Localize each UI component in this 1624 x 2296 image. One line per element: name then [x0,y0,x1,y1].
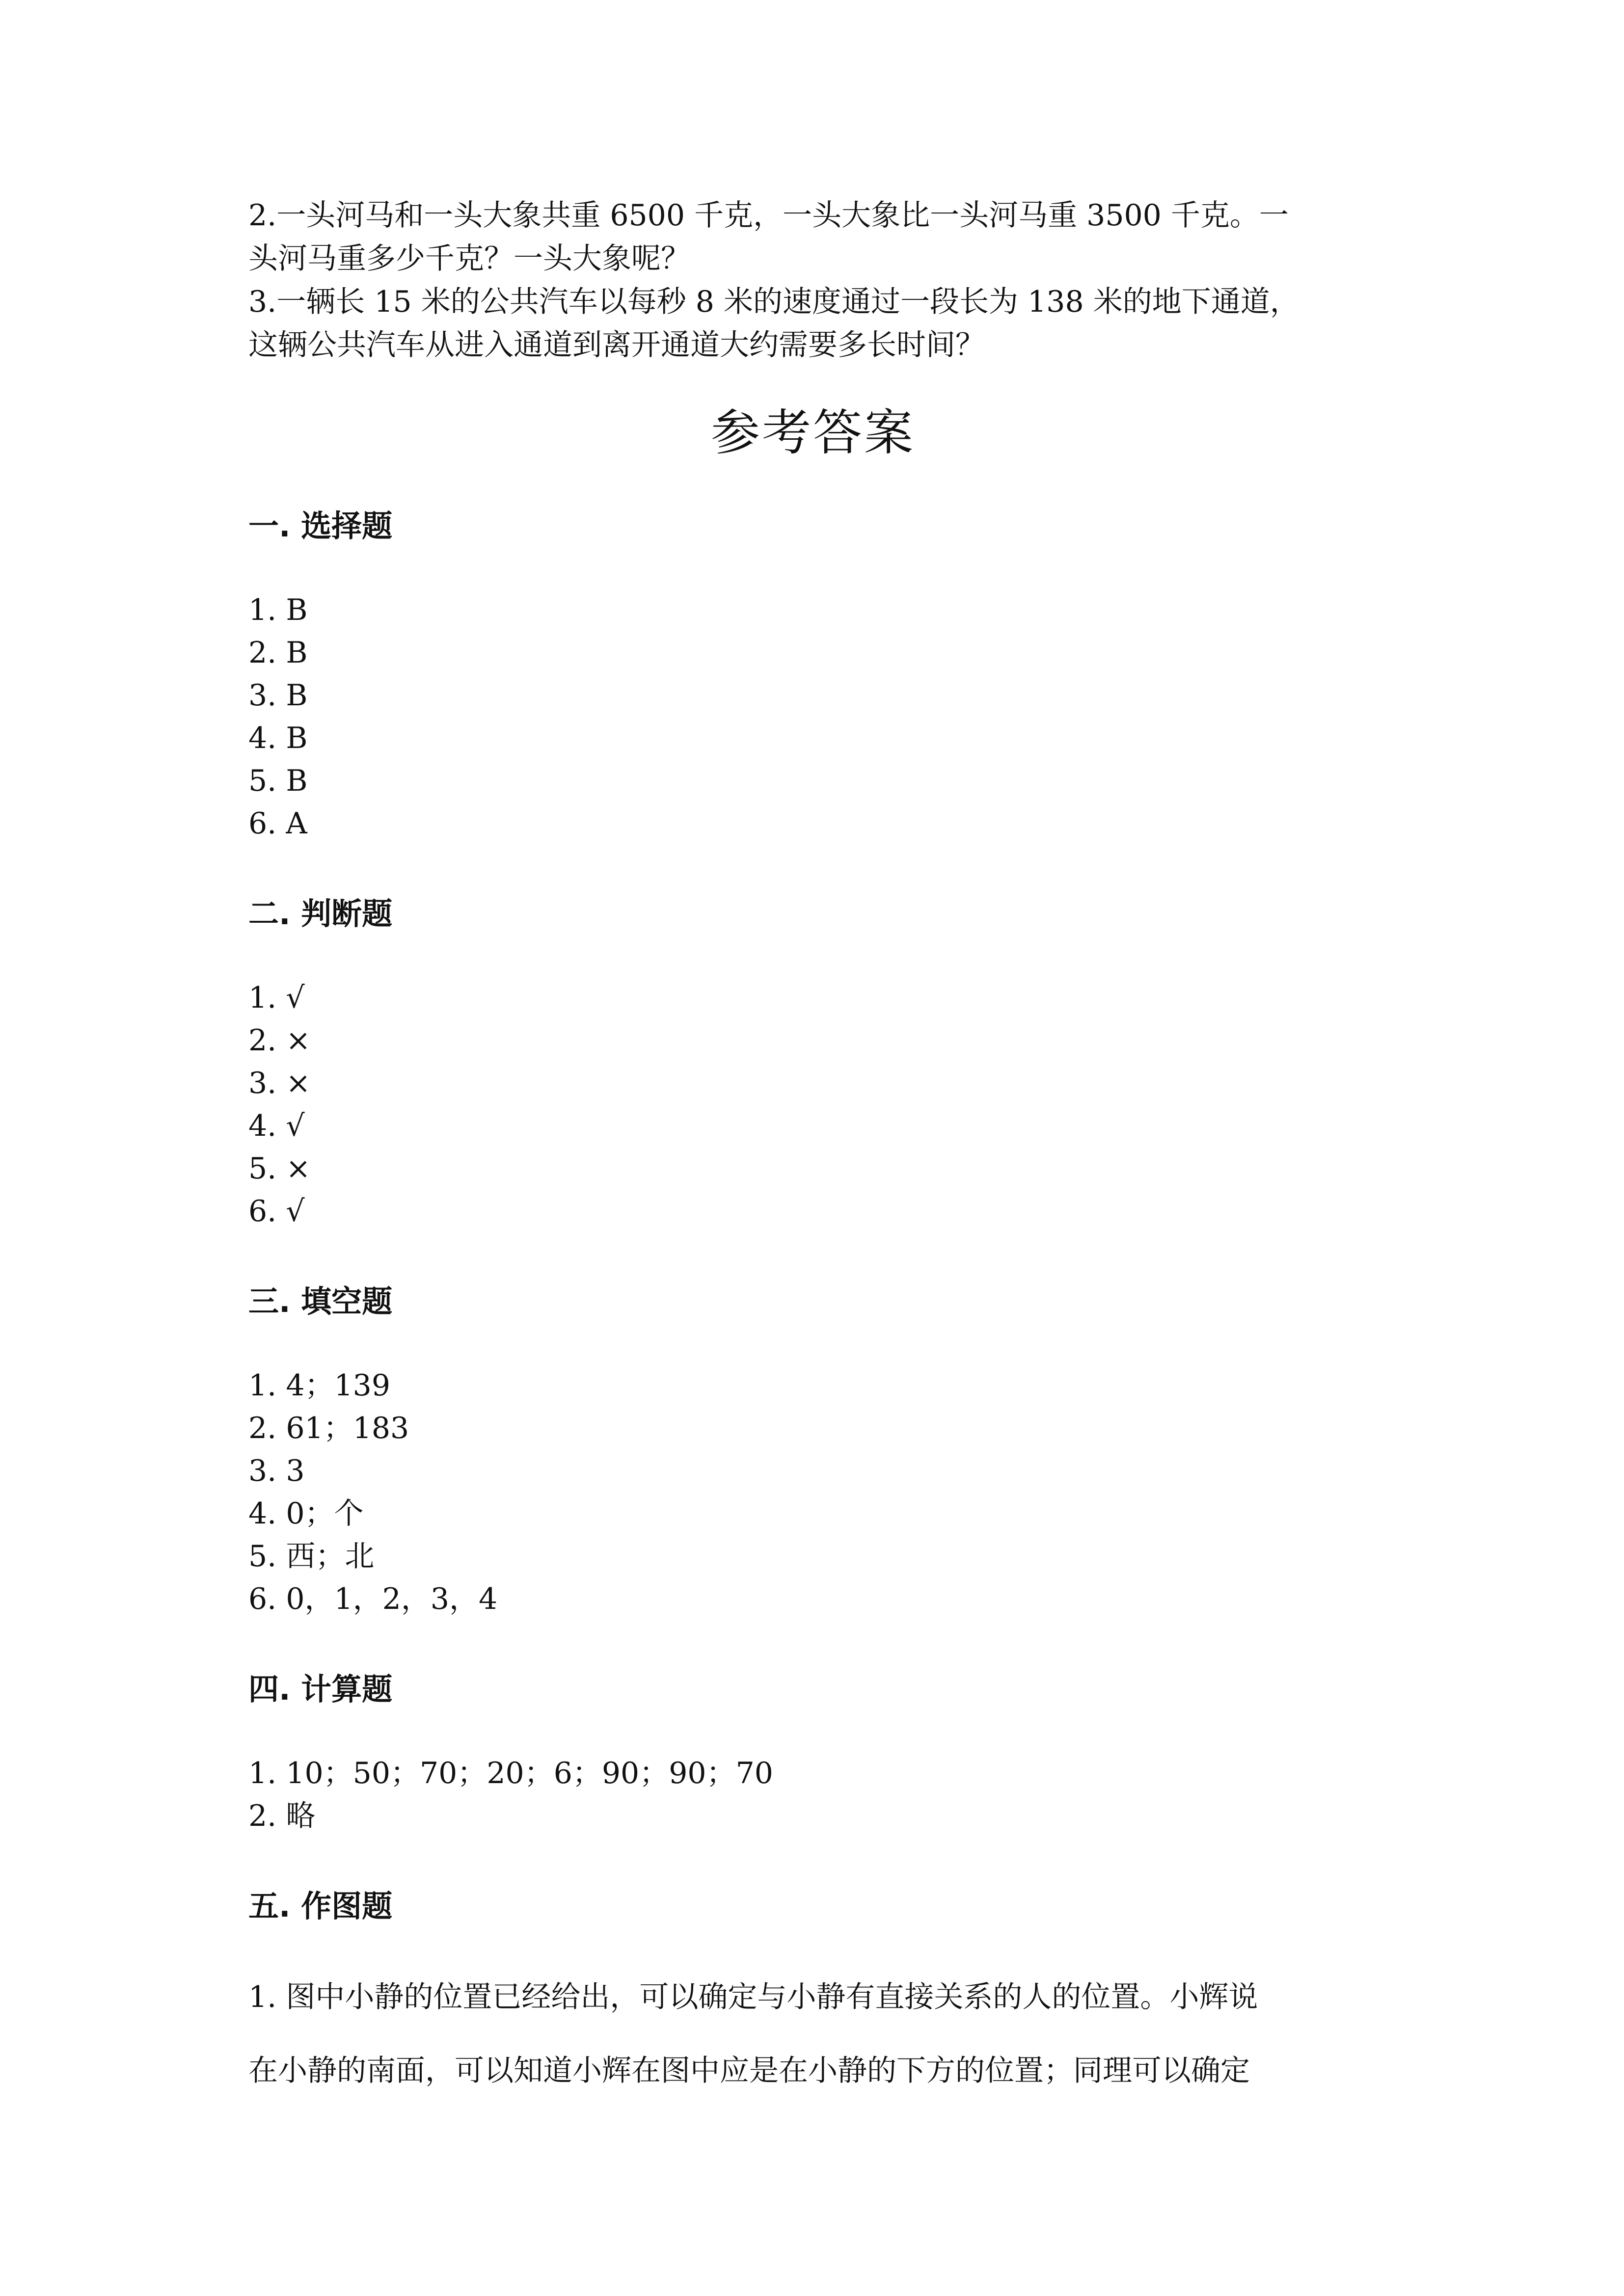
paragraph-line: 1. 图中小静的位置已经给出，可以确定与小静有直接关系的人的位置。小辉说 [248,1980,1258,2014]
drawing-answer-paragraph [248,1960,1378,2108]
answer-item: 1. 10；50；70；20；6；90；90；70 [248,1756,773,1790]
answer-item: 5. × [248,1151,311,1186]
paragraph-line: 在小静的南面，可以知道小辉在图中应是在小静的下方的位置；同理可以确定 [248,2054,1250,2088]
answer-list-true-false [248,977,1378,1233]
problem-2-line-2: 头河马重多少千克？一头大象呢？ [248,241,690,276]
section-heading-true-false: 二. 判断题 [248,896,393,932]
section-heading-fill-in-blank: 三. 填空题 [248,1283,393,1319]
answer-item: 4. √ [248,1109,305,1143]
problem-2-line-1: 2.一头河马和一头大象共重 6500 千克，一头大象比一头河马重 3500 千克。一 [248,198,1289,233]
answer-item: 6. A [248,806,307,841]
answer-item: 1. 4；139 [248,1368,391,1403]
answer-list-fill-in-blank [248,1364,1378,1621]
answer-item: 2. 61；183 [248,1411,409,1445]
answer-item: 2. × [248,1023,311,1058]
answer-item: 6. 0，1，2，3，4 [248,1582,498,1616]
answer-item: 4. B [248,721,308,755]
answer-item: 3. 3 [248,1454,305,1488]
answer-item: 4. 0；个 [248,1496,364,1531]
answer-item: 5. 西；北 [248,1539,375,1574]
answer-item: 1. B [248,593,308,627]
answer-item: 1. √ [248,981,305,1015]
answer-item: 3. × [248,1066,311,1100]
answer-item: 2. 略 [248,1799,316,1833]
answer-list-calculation [248,1752,1378,1838]
section-heading-calculation: 四. 计算题 [248,1671,393,1707]
section-heading-drawing: 五. 作图题 [248,1888,393,1924]
answer-item: 2. B [248,636,308,670]
answer-item: 5. B [248,764,308,798]
answer-item: 3. B [248,678,308,713]
word-problems [248,194,1378,367]
page-content [248,194,1378,2108]
problem-3-line-1: 3.一辆长 15 米的公共汽车以每秒 8 米的速度通过一段长为 138 米的地下通道， [248,285,1299,319]
section-heading-multiple-choice: 一. 选择题 [248,508,393,544]
answer-list-multiple-choice [248,589,1378,845]
problem-3-line-2: 这辆公共汽车从进入通道到离开通道大约需要多长时间？ [248,328,985,362]
answer-item: 6. √ [248,1194,305,1228]
answer-key-title: 参考答案 [711,404,915,461]
